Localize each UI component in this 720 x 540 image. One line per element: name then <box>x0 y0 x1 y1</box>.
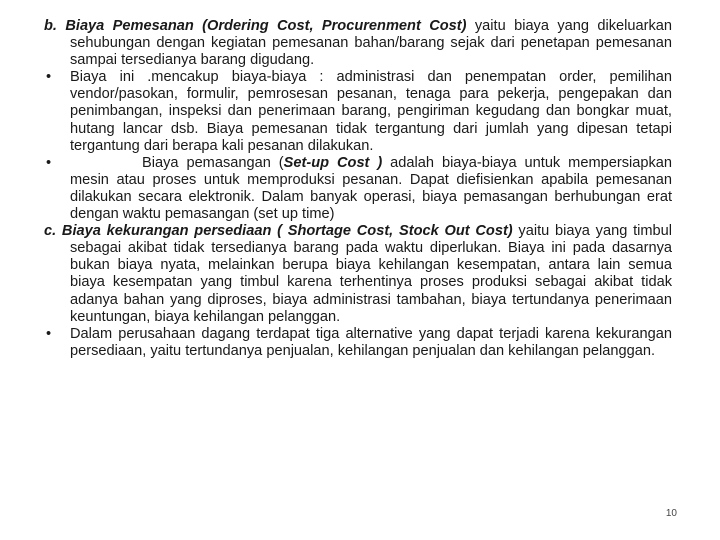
section-b-heading: b. Biaya Pemesanan (Ordering Cost, Procurenment Cost) <box>44 18 467 34</box>
bullet-text-3: Dalam perusahaan dagang terdapat tiga alternative yang dapat terjadi karena kekurangan persediaan, yaitu tertundanya penjualan, kehilangan penjualan dan kehilangan pelanggan. <box>70 325 672 359</box>
bullet-item-3 <box>44 326 672 360</box>
section-c-heading: c. Biaya kekurangan persediaan ( Shortage Cost, Stock Out Cost) <box>44 223 513 240</box>
section-c-text: yaitu biaya yang timbul sebagai akibat tidak tersedianya barang pada waktu diperlukan. Biaya ini pada dasarnya bukan biaya nyata, melainkan berupa biaya kehilangan kesempatan, antara lain semua biaya kesempatan yang timbul karena terhentinya proses produksi sebagai akibat tidak adanya bahan yang diproses, biaya administrasi tambahan, biaya tertundanya penerimaan keuntungan, biaya kehilangan pelanggan. <box>70 223 672 325</box>
bullet-marker-3: • <box>46 325 52 342</box>
bullet-item-2 <box>44 155 672 223</box>
section-b-paragraph <box>44 18 672 69</box>
bullet-2-text-after: adalah biaya-biaya untuk mempersiapkan mesin atau proses untuk memproduksi pesanan. Dapat diefisienkan apabila pemesanan dilakukan secara elektronik. Dalam banyak operasi, biaya pemasangan berhubungan erat dengan waktu pemasangan (set up time) <box>70 154 672 223</box>
page-number: 10 <box>665 508 677 519</box>
bullet-marker-1: • <box>46 69 52 86</box>
bullet-item-1 <box>44 69 672 154</box>
bullet-2-bold-term: Set-up Cost ) <box>283 154 383 171</box>
slide-content <box>44 18 672 360</box>
section-c-paragraph <box>44 223 672 326</box>
section-b-text: yaitu biaya yang dikeluarkan sehubungan dengan kegiatan pemesanan bahan/barang sejak dari penetapan pemesanan sampai tersedianya barang digudang. <box>70 18 673 69</box>
bullet-marker-2: • <box>46 154 52 171</box>
bullet-2-text-before: Biaya pemasangan ( <box>142 154 284 171</box>
bullet-text-1: Biaya ini .mencakup biaya-biaya : administrasi dan penempatan order, pemilihan vendor/pasokan, formulir, pemrosesan pesanan, tenaga para pekerja, pengepakan dan penimbangan, inspeksi dan penerimaan barang, pengiriman kegudang dan bongkar muat, hutang lancar dsb. Biaya pemesanan tidak tergantung dari jumlah yang dipesan tetapi tergantung dari berapa kali pesanan dilakukan. <box>70 69 672 154</box>
